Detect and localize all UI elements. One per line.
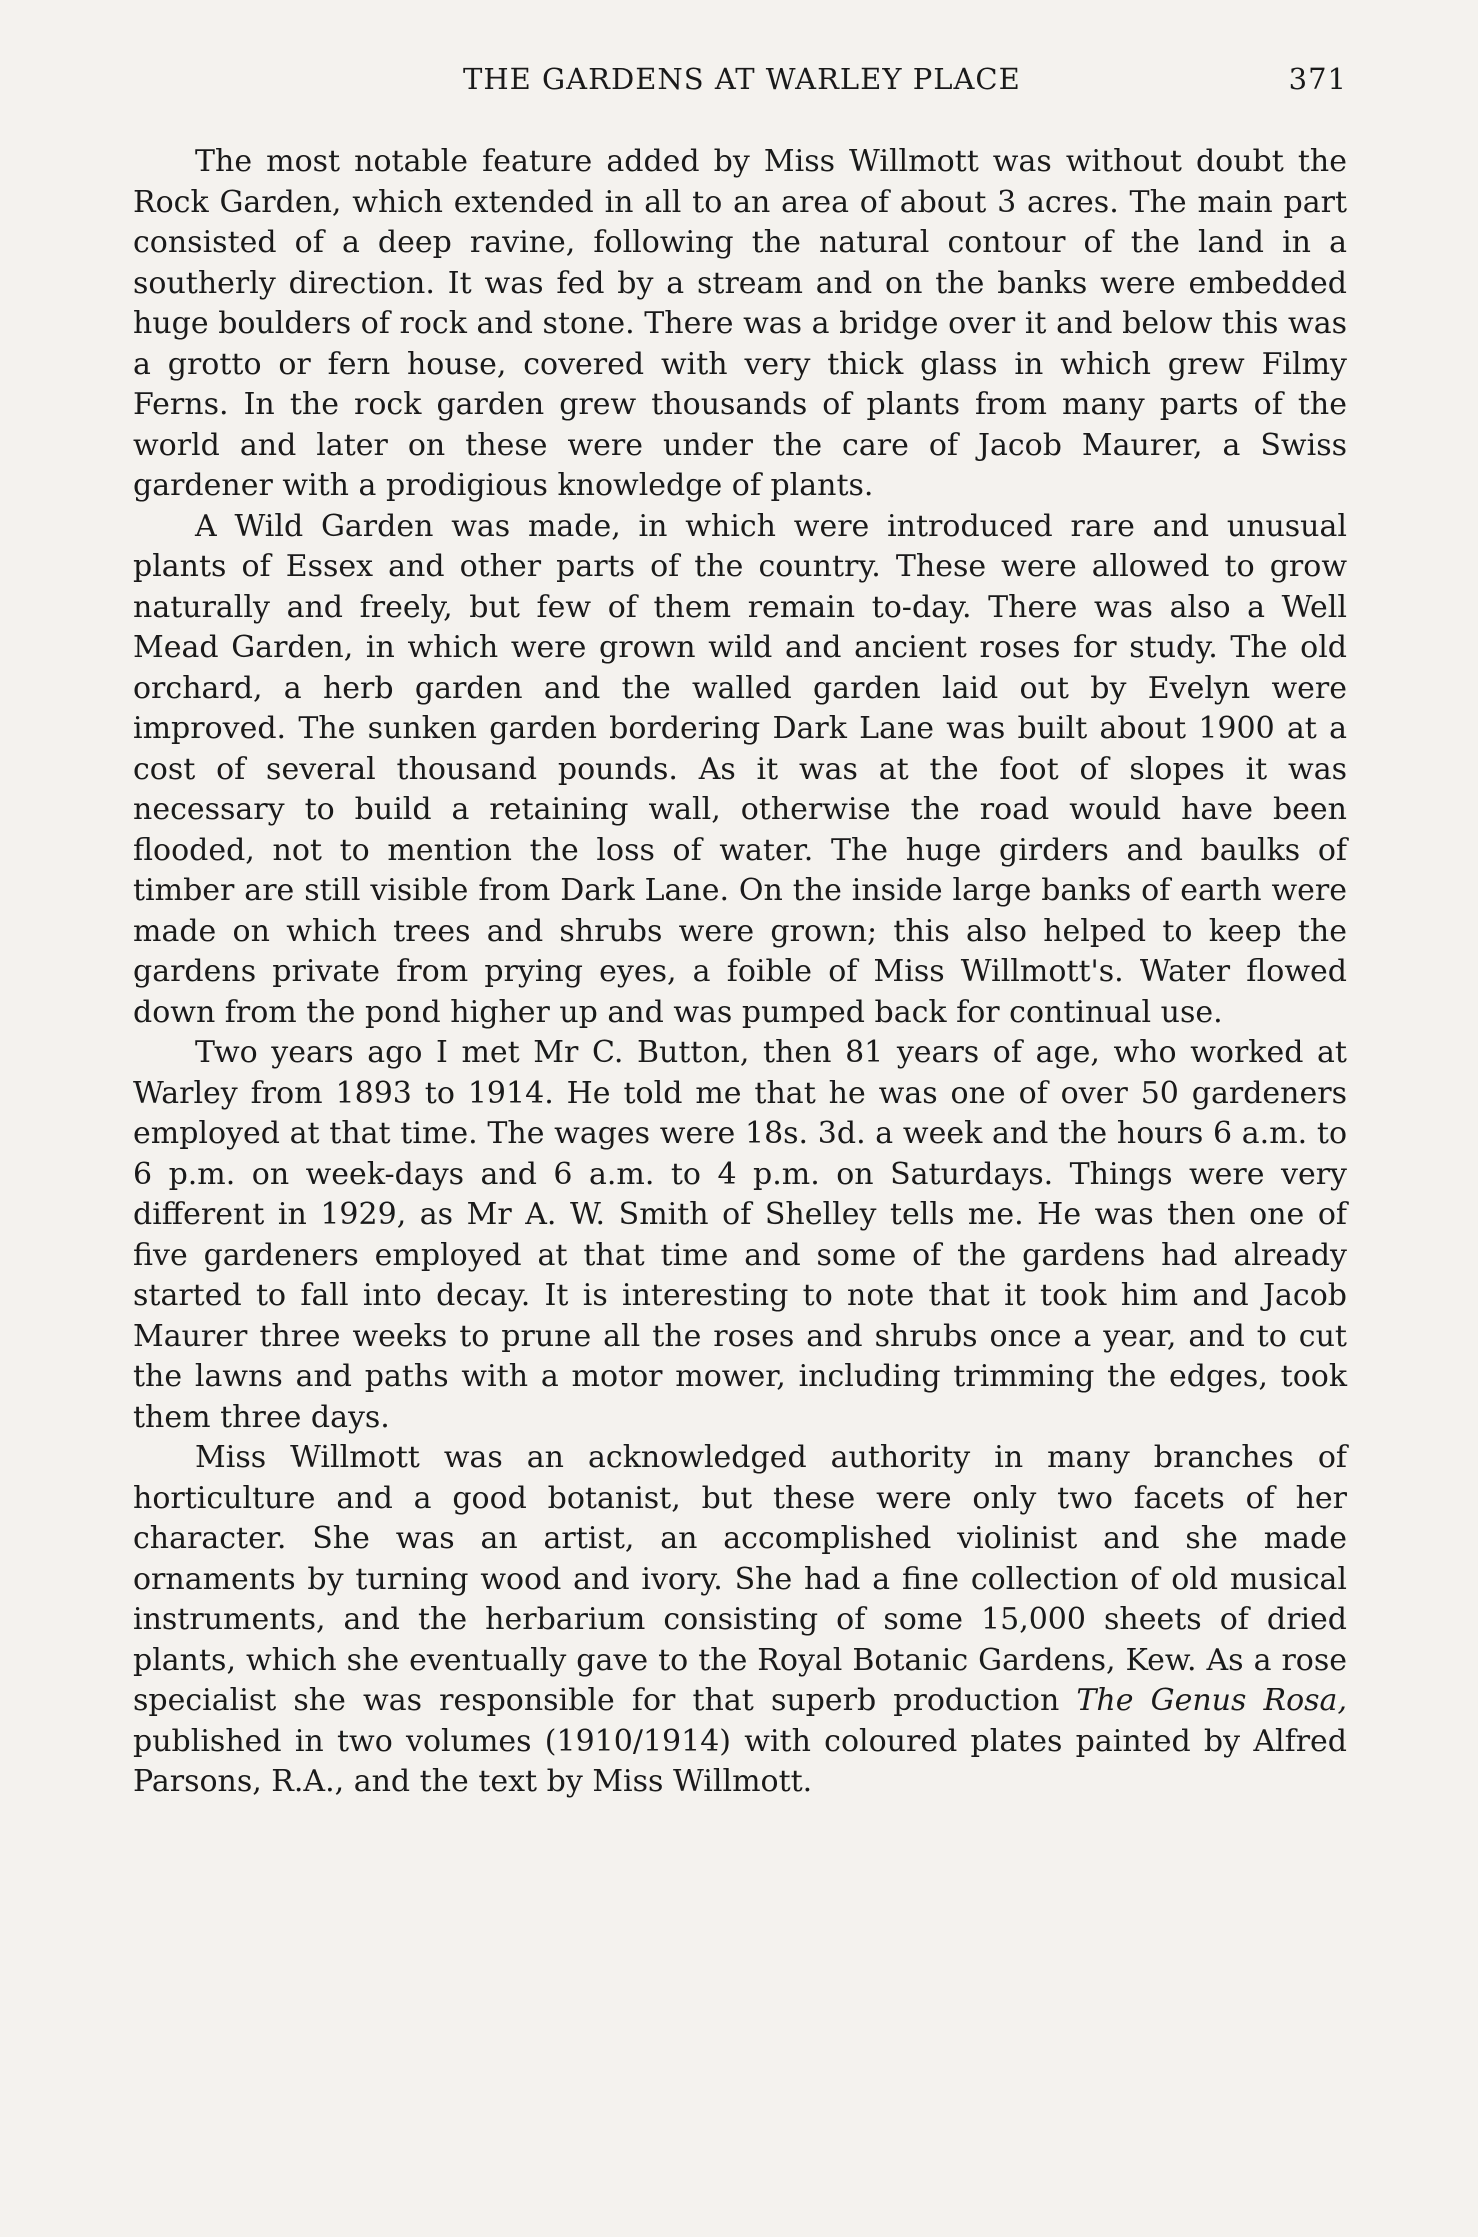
body-text <box>133 142 1347 1803</box>
running-title: THE GARDENS AT WARLEY PLACE <box>463 62 1021 96</box>
paragraph-text-after: published in two volumes (1910/1914) with coloured plates painted by Alfred Parsons, R.A., and the text by Miss Willmott. <box>133 1723 1347 1799</box>
paragraph-text-before: Miss Willmott was an acknowledged authority in many branches of horticulture and a good botanist, but these were only two facets of her character. She was an artist, an accomplished violinist and she made ornaments by turning wood and ivory. She had a fine collection of old musical instruments, and the herbarium consisting of some 15,000 sheets of dried plants, which she eventually gave to the Royal Botanic Gardens, Kew. As a rose specialist she was responsible for that superb production <box>133 1440 1347 1718</box>
running-head <box>133 62 1347 114</box>
paragraph-gardeners: Two years ago I met Mr C. Button, then 81 years of age, who worked at Warley from 1893 to 1914. He told me that he was one of over 50 gardeners employed at that time. The wages were 18s. 3d. a week and the hours 6 a.m. to 6 p.m. on week-days and 6 a.m. to 4 p.m. on Saturdays. Things were very different in 1929, as Mr A. W. Smith of Shelley tells me. He was then one of five gardeners employed at that time and some of the gardens had already started to fall into decay. It is interesting to note that it took him and Jacob Maurer three weeks to prune all the roses and shrubs once a year, and to cut the lawns and paths with a motor mower, including trimming the edges, took them three days. <box>133 1035 1347 1435</box>
book-title-genus-rosa: The Genus Rosa, <box>1076 1683 1347 1718</box>
book-page <box>133 62 1347 1803</box>
paragraph-wild-garden: A Wild Garden was made, in which were introduced rare and unusual plants of Essex and other parts of the country. These were allowed to grow naturally and freely, but few of them remain to-day. There was also a Well Mead Garden, in which were grown wild and ancient roses for study. The old orchard, a herb garden and the walled garden laid out by Evelyn were improved. The sunken garden bordering Dark Lane was built about 1900 at a cost of several thousand pounds. As it was at the foot of slopes it was necessary to build a retaining wall, otherwise the road would have been flooded, not to mention the loss of water. The huge girders and baulks of timber are still visible from Dark Lane. On the inside large banks of earth were made on which trees and shrubs were grown; this also helped to keep the gardens private from prying eyes, a foible of Miss Willmott's. Water flowed down from the pond higher up and was pumped back for continual use. <box>133 508 1347 1030</box>
page-number: 371 <box>1288 62 1347 96</box>
paragraph-rock-garden: The most notable feature added by Miss Willmott was without doubt the Rock Garden, which extended in all to an area of about 3 acres. The main part consisted of a deep ravine, following the natural contour of the land in a southerly direction. It was fed by a stream and on the banks were embedded huge boulders of rock and stone. There was a bridge over it and below this was a grotto or fern house, covered with very thick glass in which grew Filmy Ferns. In the rock garden grew thousands of plants from many parts of the world and later on these were under the care of Jacob Maurer, a Swiss gardener with a prodigious knowledge of plants. <box>133 144 1347 503</box>
paragraph-miss-willmott <box>133 1438 1347 1803</box>
